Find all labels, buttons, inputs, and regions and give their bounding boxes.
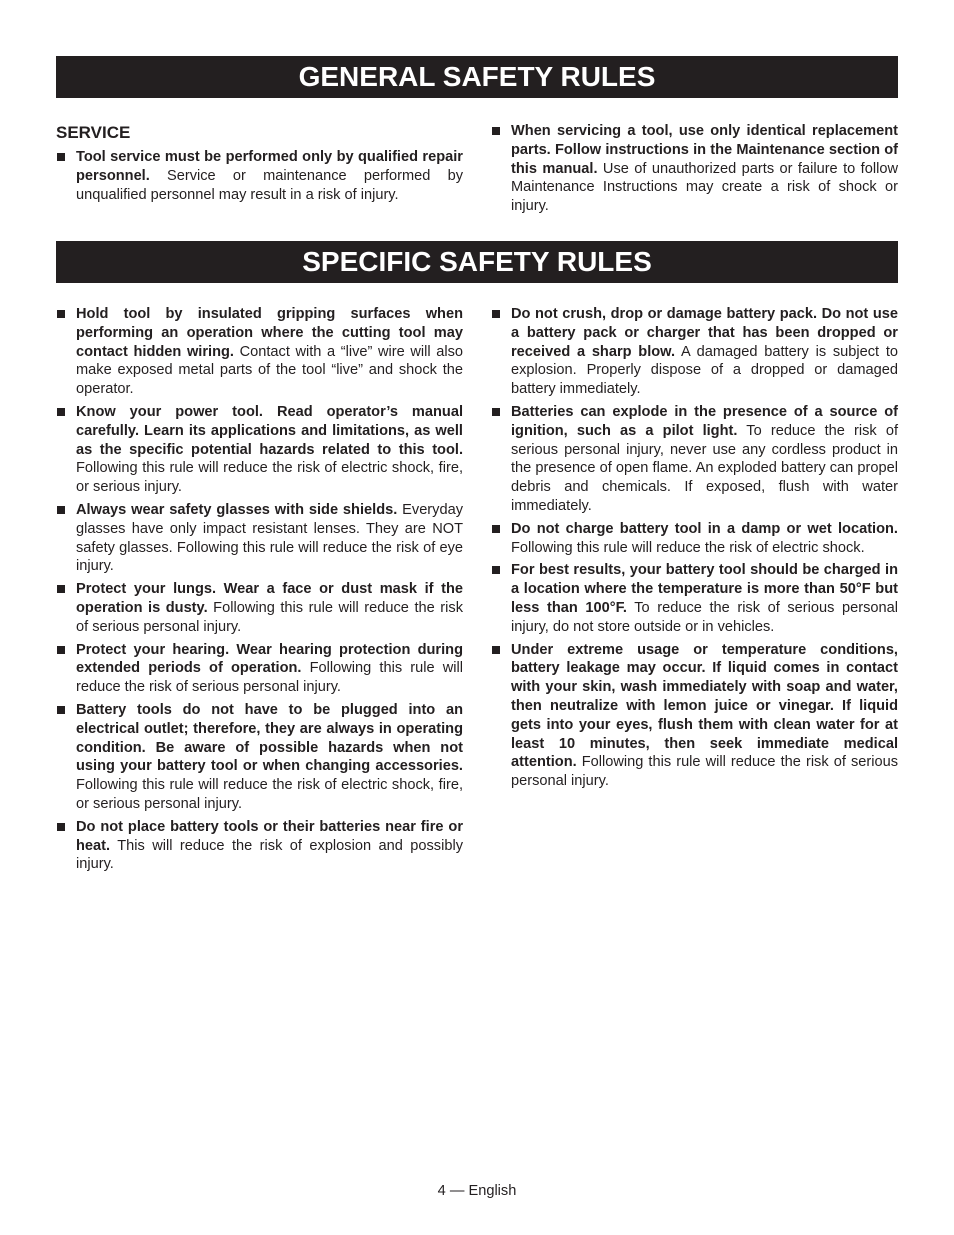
square-bullet-icon bbox=[492, 646, 500, 654]
rule-item bbox=[56, 305, 463, 399]
rule-item bbox=[56, 818, 463, 874]
general-safety-rules-banner: GENERAL SAFETY RULES bbox=[56, 56, 898, 98]
rule-bold-text: Protect your lungs. Wear a face or dust mask if the operation is dusty. bbox=[76, 581, 463, 616]
rule-item bbox=[491, 122, 898, 216]
rule-body-text: To reduce the risk of serious personal injury, never use any cordless product in the presence of open flame. An exploded battery can propel debris and chemicals. If exposed, flush with water immediately. bbox=[511, 422, 898, 514]
square-bullet-icon bbox=[57, 408, 65, 416]
page-footer: 4 — English bbox=[437, 1183, 517, 1199]
rule-bold-text: Batteries can explode in the presence of a source of ignition, such as a pilot light. bbox=[511, 403, 898, 439]
square-bullet-icon bbox=[57, 310, 65, 318]
rule-bold-text: When servicing a tool, use only identical replacement parts. Follow instructions in the Maintenance section of this manual. bbox=[511, 123, 898, 177]
specific-right-list bbox=[491, 305, 898, 791]
service-heading: SERVICE bbox=[56, 123, 131, 142]
specific-left-list bbox=[56, 305, 463, 874]
rule-item bbox=[491, 305, 898, 399]
rule-bold-text: Hold tool by insulated gripping surfaces when performing an operation where the cutting tool may contact hidden wiring. bbox=[76, 306, 463, 360]
service-left-column bbox=[56, 122, 463, 208]
service-left-list bbox=[56, 148, 463, 204]
rule-bold-text: Tool service must be performed only by qualified repair personnel. bbox=[76, 149, 463, 184]
rule-bold-text: Do not place battery tools or their batteries near fire or heat. bbox=[76, 818, 463, 854]
square-bullet-icon bbox=[57, 585, 65, 593]
rule-body-text: This will reduce the risk of explosion and possibly injury. bbox=[76, 837, 463, 873]
rule-item bbox=[491, 520, 898, 558]
rule-item bbox=[56, 580, 463, 636]
rule-item bbox=[56, 641, 463, 697]
rule-item bbox=[56, 501, 463, 576]
square-bullet-icon bbox=[492, 408, 500, 416]
rule-item bbox=[56, 701, 463, 814]
rule-item bbox=[491, 561, 898, 636]
rule-item bbox=[56, 403, 463, 497]
square-bullet-icon bbox=[492, 525, 500, 533]
square-bullet-icon bbox=[57, 506, 65, 514]
rule-body-text: Following this rule will reduce the risk of serious personal injury. bbox=[76, 660, 463, 696]
rule-body-text: Following this rule will reduce the risk of serious personal injury. bbox=[511, 754, 898, 790]
specific-safety-rules-banner: SPECIFIC SAFETY RULES bbox=[56, 241, 898, 283]
rule-item bbox=[491, 403, 898, 516]
rule-bold-text: Do not charge battery tool in a damp or wet location. bbox=[511, 520, 898, 537]
specific-left-column bbox=[56, 305, 463, 878]
rule-body-text: Service or maintenance performed by unqualified personnel may result in a risk of injury. bbox=[76, 167, 463, 203]
rule-body-text: Everyday glasses have only impact resistant lenses. They are NOT safety glasses. Following this rule will reduce the risk of eye injury. bbox=[76, 501, 463, 575]
rule-item bbox=[56, 148, 463, 204]
rule-bold-text: Do not crush, drop or damage battery pack. Do not use a battery pack or charger that has been dropped or received a sharp blow. bbox=[511, 306, 898, 360]
rule-body-text: To reduce the risk of serious personal injury, do not store outside or in vehicles. bbox=[511, 599, 898, 635]
rule-body-text: Following this rule will reduce the risk of serious personal injury. bbox=[76, 599, 463, 635]
square-bullet-icon bbox=[57, 153, 65, 161]
rule-body-text: A damaged battery is subject to explosion. Properly dispose of a dropped or damaged battery immediately. bbox=[511, 343, 899, 398]
rule-bold-text: Battery tools do not have to be plugged into an electrical outlet; therefore, they are always in operating condition. Be aware of possible hazards when not using your battery tool or when changing accessories. bbox=[76, 701, 463, 775]
square-bullet-icon bbox=[492, 127, 500, 135]
square-bullet-icon bbox=[492, 566, 500, 574]
square-bullet-icon bbox=[57, 646, 65, 654]
rule-body-text: Following this rule will reduce the risk of electric shock. bbox=[511, 539, 865, 556]
rule-item bbox=[491, 641, 898, 791]
square-bullet-icon bbox=[57, 823, 65, 831]
rule-body-text: Following this rule will reduce the risk of electric shock, fire, or serious personal injury. bbox=[76, 777, 463, 812]
square-bullet-icon bbox=[492, 310, 500, 318]
service-right-column bbox=[491, 122, 898, 220]
rule-body-text: Contact with a “live” wire will also make exposed metal parts of the tool “live” and shock the operator. bbox=[76, 343, 463, 398]
specific-right-column bbox=[491, 305, 898, 795]
rule-body-text: Following this rule will reduce the risk of electric shock, fire, or serious injury. bbox=[76, 460, 463, 496]
rule-bold-text: Under extreme usage or temperature conditions, battery leakage may occur. If liquid comes in contact with your skin, wash immediately with soap and water, then neutralize with lemon juice or vinegar. If liquid gets into your eyes, flush them with clean water for at least 10 minutes, then seek immediate medical attention. bbox=[511, 641, 898, 771]
rule-body-text: Use of unauthorized parts or failure to follow Maintenance Instructions may create a risk of shock or injury. bbox=[511, 160, 898, 215]
rule-bold-text: For best results, your battery tool should be charged in a location where the temperature is more than 50°F but less than 100°F. bbox=[511, 562, 898, 616]
rule-bold-text: Know your power tool. Read operator’s manual carefully. Learn its applications and limitations, as well as the specific potential hazards related to this tool. bbox=[76, 403, 463, 458]
square-bullet-icon bbox=[57, 706, 65, 714]
rule-bold-text: Always wear safety glasses with side shields. bbox=[76, 501, 398, 518]
service-right-list bbox=[491, 122, 898, 216]
rule-bold-text: Protect your hearing. Wear hearing protection during extended periods of operation. bbox=[76, 641, 463, 677]
